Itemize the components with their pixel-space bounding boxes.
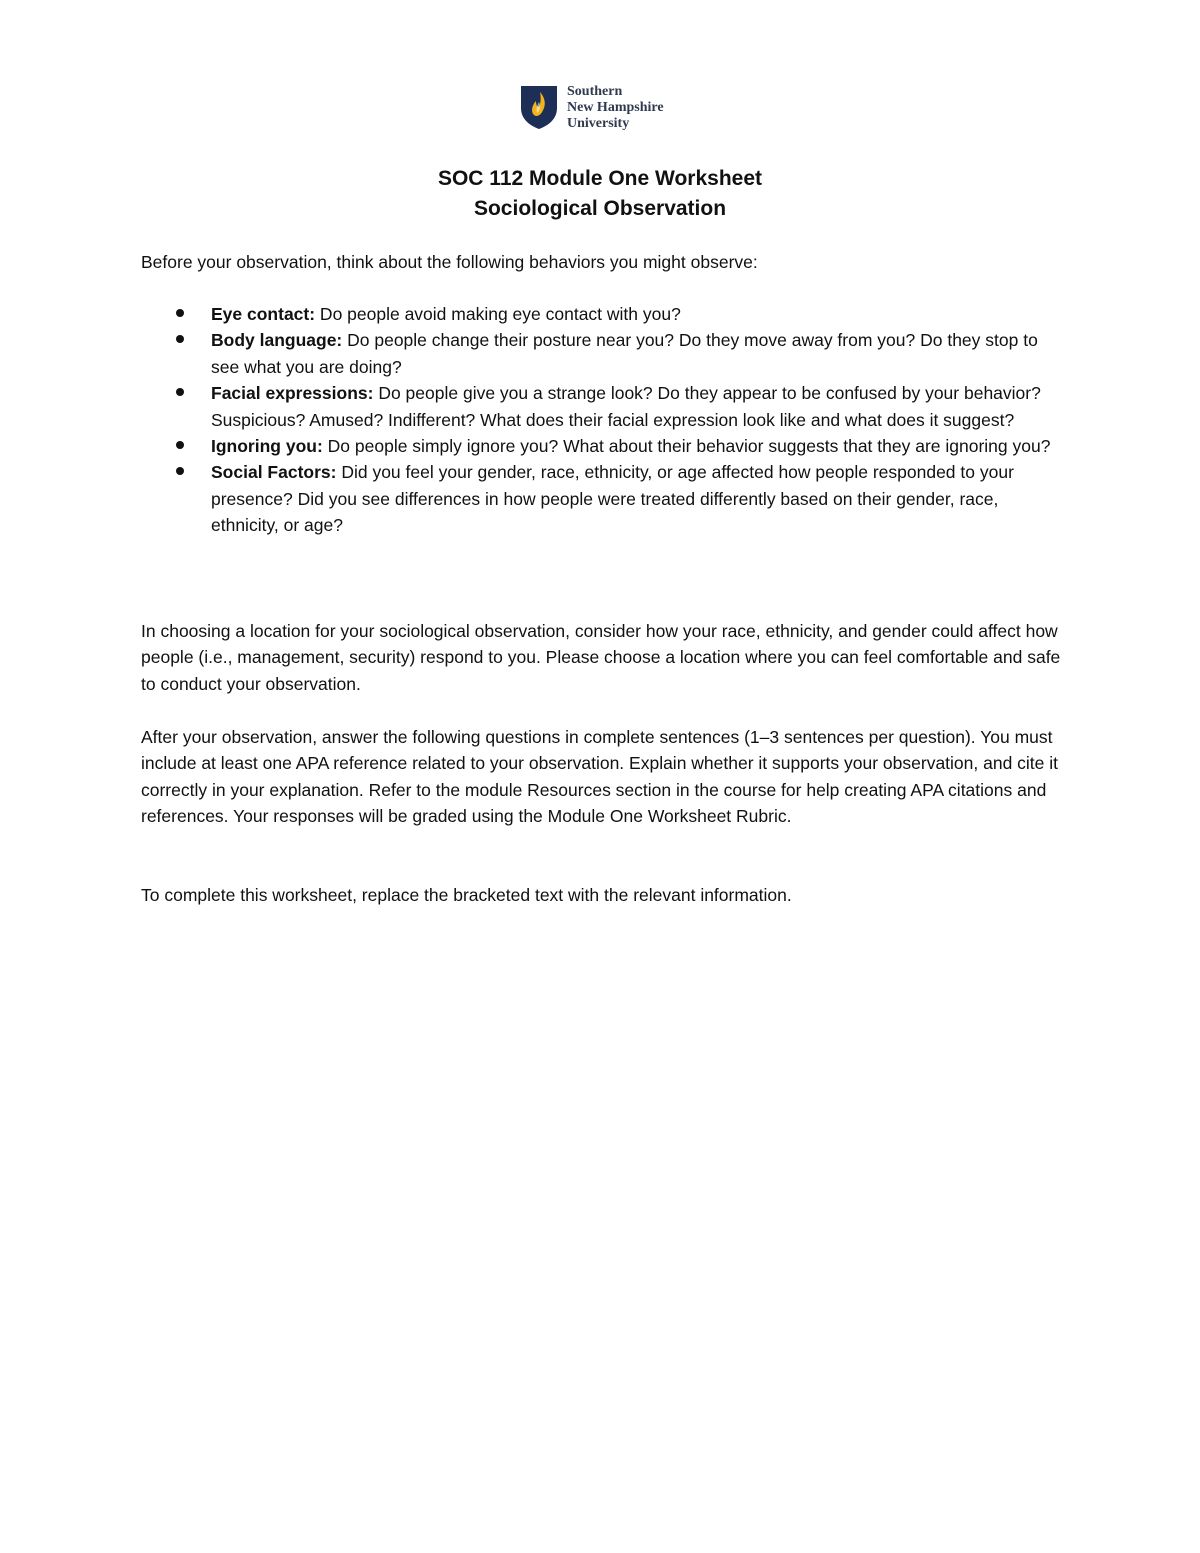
behavior-term: Eye contact: (211, 304, 316, 324)
behavior-term: Ignoring you: (211, 436, 323, 457)
behavior-text: Do people change their posture near you? Do they move away from you? Do they stop to see what you are doing? (211, 330, 1038, 377)
list-item (141, 327, 1061, 380)
logo-line-new-hampshire: New Hampshire (567, 100, 664, 115)
title-course: SOC 112 Module One Worksheet (437, 167, 763, 190)
logo-line-southern: Southern (567, 84, 623, 99)
list-item (141, 380, 1061, 433)
bullet-icon (176, 441, 184, 449)
behavior-term: Body language: (211, 330, 343, 351)
behavior-text: Did you feel your gender, race, ethnicity, or age affected how people responded to your presence? Did you see differences in how people were treated differently based on their gender, race, ethnicity, or age? (211, 462, 1014, 536)
document-title (0, 164, 1200, 224)
list-item (141, 301, 1061, 327)
bullet-icon (176, 309, 184, 317)
bullet-icon (176, 335, 184, 343)
title-subtitle: Sociological Observation (473, 197, 727, 220)
list-item (141, 459, 1061, 538)
completion-paragraph: To complete this worksheet, replace the bracketed text with the relevant information. (141, 885, 792, 905)
logo-wordmark (567, 84, 664, 132)
behavior-text: Do people simply ignore you? What about their behavior suggests that they are ignoring you? (322, 436, 1051, 457)
location-paragraph: In choosing a location for your sociological observation, consider how your race, ethnicity, and gender could affect how people (i.e., management, security) respond to you. Please choose a location where you can feel comfortable and safe to conduct your observation. (141, 621, 1061, 694)
logo-line-university: University (567, 116, 630, 131)
intro-paragraph: Before your observation, think about the following behaviors you might observe: (141, 252, 758, 272)
bullet-icon (176, 388, 184, 396)
instructions-paragraph: After your observation, answer the following questions in complete sentences (1–3 sentences per question). You must include at least one APA reference related to your observation. Explain whether it supports your observation, and cite it correctly in your explanation. Refer to the module Resources section in the course for help creating APA citations and references. Your responses will be graded using the Module One Worksheet Rubric. (141, 727, 1059, 827)
university-logo (519, 84, 664, 132)
behavior-term: Facial expressions: (211, 383, 374, 404)
behavior-text: Do people avoid making eye contact with you? (315, 304, 681, 324)
behavior-list (141, 301, 1071, 539)
behavior-text: Do people give you a strange look? Do they appear to be confused by your behavior? Suspicious? Amused? Indifferent? What does their facial expression look like and what does it suggest? (211, 383, 1041, 430)
bullet-icon (176, 467, 184, 475)
shield-flame-icon (519, 84, 559, 130)
behavior-term: Social Factors: (211, 462, 337, 483)
list-item (141, 433, 1061, 459)
